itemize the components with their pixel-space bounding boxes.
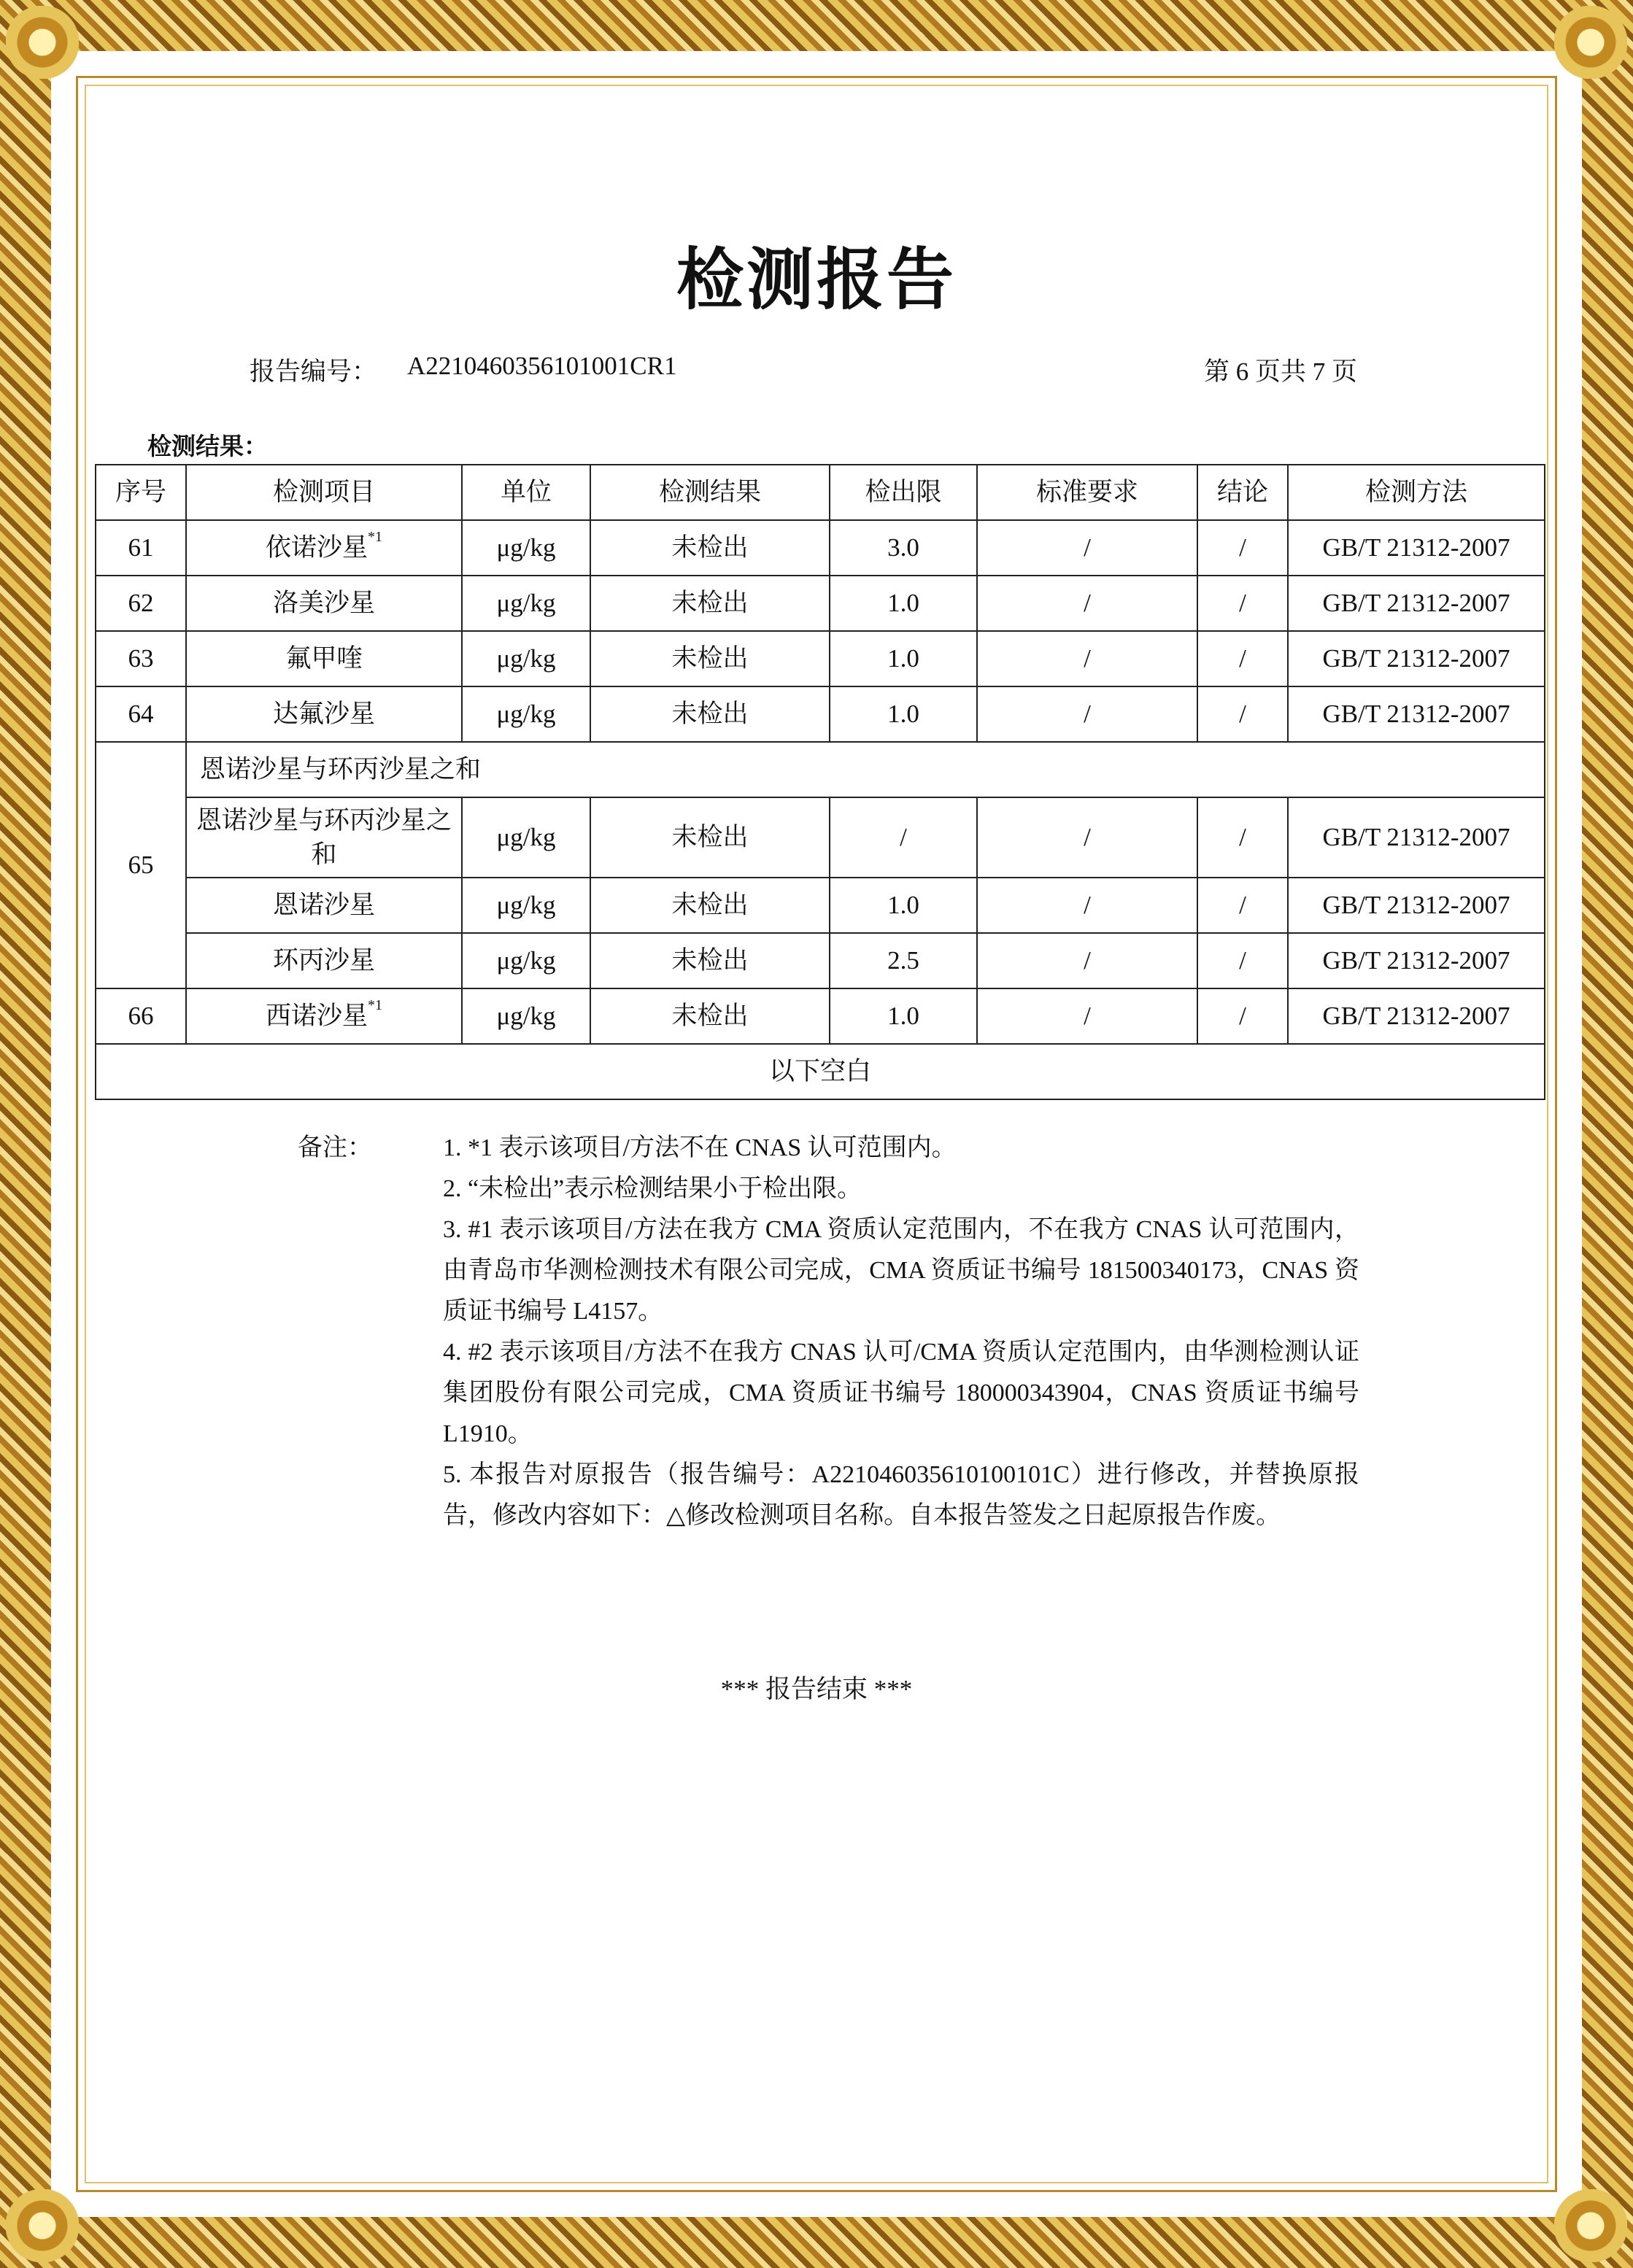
table-row-blank-below (96, 1044, 1545, 1099)
unit: μg/kg (462, 686, 590, 742)
frame-corner-ornament (6, 2189, 79, 2262)
detection-limit: 2.5 (830, 933, 977, 988)
test-result: 未检出 (590, 933, 830, 988)
table-header-row (96, 465, 1545, 520)
header-cell: 标准要求 (977, 465, 1197, 520)
test-method: GB/T 21312-2007 (1288, 686, 1545, 742)
standard-requirement: / (977, 878, 1197, 933)
table-row (96, 520, 1545, 576)
unit: μg/kg (462, 878, 590, 933)
table-row (96, 933, 1545, 988)
footnote-mark: *1 (368, 997, 382, 1014)
standard-requirement: / (977, 576, 1197, 631)
standard-requirement: / (977, 686, 1197, 742)
report-title: 检测报告 (676, 241, 957, 319)
test-result: 未检出 (590, 631, 830, 686)
test-item: 氟甲喹 (186, 631, 462, 686)
header-cell: 单位 (462, 465, 590, 520)
standard-requirement: / (977, 520, 1197, 576)
header-cell: 检测结果 (590, 465, 830, 520)
table-row (96, 631, 1545, 686)
conclusion: / (1197, 686, 1288, 742)
detection-limit: / (830, 797, 977, 878)
standard-requirement: / (977, 797, 1197, 878)
test-method: GB/T 21312-2007 (1288, 933, 1545, 988)
conclusion: / (1197, 631, 1288, 686)
header-cell: 检出限 (830, 465, 977, 520)
row-number: 62 (96, 576, 186, 631)
test-result: 未检出 (590, 797, 830, 878)
table-row (96, 988, 1545, 1044)
detection-limit: 1.0 (830, 631, 977, 686)
detection-limit: 1.0 (830, 576, 977, 631)
note-item: 2. “未检出”表示检测结果小于检出限。 (443, 1175, 862, 1202)
conclusion: / (1197, 520, 1288, 576)
test-method: GB/T 21312-2007 (1288, 576, 1545, 631)
note-item: 5. 本报告对原报告（报告编号：A221046035610100101C）进行修改，并替换原报告，修改内容如下：△修改检测项目名称。自本报告签发之日起原报告作废。 (443, 1461, 1359, 1529)
test-item: 环丙沙星 (186, 933, 462, 988)
note-item: 1. *1 表示该项目/方法不在 CNAS 认可范围内。 (443, 1134, 957, 1161)
page-number: 第 6 页共 7 页 (1203, 357, 1357, 386)
detection-limit: 1.0 (830, 988, 977, 1044)
row-number: 63 (96, 631, 186, 686)
test-item: 依诺沙星$^{*1}$ (186, 520, 462, 576)
header-cell: 结论 (1197, 465, 1288, 520)
test-method: GB/T 21312-2007 (1288, 631, 1545, 686)
table-row (96, 576, 1545, 631)
notes-list (443, 1128, 1359, 1536)
note-item: 3. #1 表示该项目/方法在我方 CMA 资质认定范围内，不在我方 CNAS 认可范围内，由青岛市华测检测技术有限公司完成，CMA 资质证书编号 181500340173，CNAS 资质证书编号 L4157。 (443, 1216, 1359, 1325)
group-title: 恩诺沙星与环丙沙星之和 (186, 742, 1545, 797)
unit: μg/kg (462, 576, 590, 631)
table-row (96, 878, 1545, 933)
unit: μg/kg (462, 933, 590, 988)
row-number: 65 (96, 742, 186, 988)
test-result: 未检出 (590, 878, 830, 933)
frame-corner-ornament (1554, 6, 1627, 79)
report-number: A2210460356101001CR1 (407, 352, 677, 380)
test-item: 达氟沙星 (186, 686, 462, 742)
test-item: 西诺沙星$^{*1}$ (186, 988, 462, 1044)
detection-limit: 1.0 (830, 686, 977, 742)
conclusion: / (1197, 933, 1288, 988)
report-number-label: 报告编号： (250, 357, 378, 386)
header-cell: 检测方法 (1288, 465, 1545, 520)
note-item: 4. #2 表示该项目/方法不在我方 CNAS 认可/CMA 资质认定范围内，由华测检测认证集团股份有限公司完成，CMA 资质证书编号 180000343904，CNAS 资质证书编号 L1910。 (443, 1339, 1359, 1447)
unit: μg/kg (462, 988, 590, 1044)
test-result: 未检出 (590, 520, 830, 576)
row-number: 64 (96, 686, 186, 742)
row-number: 61 (96, 520, 186, 576)
standard-requirement: / (977, 631, 1197, 686)
test-item: 恩诺沙星与环丙沙星之和 (186, 797, 462, 878)
unit: μg/kg (462, 520, 590, 576)
header-cell: 检测项目 (186, 465, 462, 520)
test-method: GB/T 21312-2007 (1288, 878, 1545, 933)
detection-limit: 1.0 (830, 878, 977, 933)
conclusion: / (1197, 878, 1288, 933)
results-section-label: 检测结果： (147, 432, 268, 460)
detection-limit: 3.0 (830, 520, 977, 576)
table-row (96, 686, 1545, 742)
footnote-mark: *1 (368, 529, 382, 546)
blank-below-text: 以下空白 (96, 1044, 1545, 1099)
conclusion: / (1197, 576, 1288, 631)
test-method: GB/T 21312-2007 (1288, 988, 1545, 1044)
test-result: 未检出 (590, 686, 830, 742)
row-number: 66 (96, 988, 186, 1044)
frame-corner-ornament (1554, 2189, 1627, 2262)
standard-requirement: / (977, 933, 1197, 988)
test-item: 洛美沙星 (186, 576, 462, 631)
conclusion: / (1197, 988, 1288, 1044)
table-row-group-title (96, 742, 1545, 797)
test-result: 未检出 (590, 576, 830, 631)
report-page (95, 95, 1538, 2173)
report-end-marker: *** 报告结束 *** (720, 1675, 913, 1703)
frame-corner-ornament (6, 6, 79, 79)
table-row (96, 797, 1545, 878)
header-cell: 序号 (96, 465, 186, 520)
unit: μg/kg (462, 797, 590, 878)
test-method: GB/T 21312-2007 (1288, 797, 1545, 878)
test-item: 恩诺沙星 (186, 878, 462, 933)
test-result: 未检出 (590, 988, 830, 1044)
standard-requirement: / (977, 988, 1197, 1044)
conclusion: / (1197, 797, 1288, 878)
notes-label: 备注： (298, 1134, 372, 1161)
unit: μg/kg (462, 631, 590, 686)
results-table (95, 464, 1545, 1100)
test-method: GB/T 21312-2007 (1288, 520, 1545, 576)
